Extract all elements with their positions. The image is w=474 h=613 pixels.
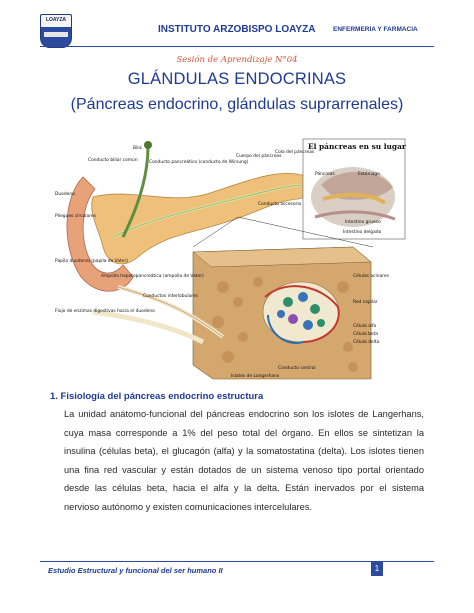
body-line: una fina red vascular y están dotados de un sistema venoso tipo portal orientado (64, 464, 424, 475)
label-circular-folds: Pliegues circulares (55, 214, 96, 219)
inset-label-small-intestine: Intestino delgado (343, 230, 382, 235)
section-body (64, 405, 424, 516)
body-line: desde las células beta, hacia el alfa y la delta. Están inervados por el sistema (64, 483, 424, 493)
label-interlobular-ducts: Conductos interlobulares (143, 294, 198, 299)
body-line: La unidad anátomo-funcional del páncreas endocrino son los islotes de Langerhans, (64, 409, 424, 419)
page-number: 1 (371, 562, 383, 576)
label-duodenal-papilla: Papila duodenal (papila de Vater) (55, 259, 128, 264)
label-islets: Islotes de Langerhans (231, 374, 280, 379)
body-line: nervioso autónomo y existen comunicaciones intercelulares. (64, 501, 313, 512)
pancreas-illustration (53, 137, 407, 382)
bile-circle (144, 141, 152, 149)
pancreas-svg (53, 137, 407, 382)
label-delta-cell: Célula delta (353, 340, 380, 345)
section-heading: 1. Fisiología del páncreas endocrino estructura (50, 391, 264, 402)
inset-label-stomach: Estómago (358, 172, 380, 177)
label-bile: Bilis (133, 146, 142, 151)
label-accessory-duct: Conducto accesorio (258, 202, 302, 207)
institute-logo (40, 14, 72, 48)
department-name: ENFERMERIA Y FARMACIA (333, 26, 418, 33)
body-line: insulina (células beta), el glucagón (alfa) y la somatostatina (delta). Los islotes tienen (64, 446, 424, 456)
inset-label-pancreas: Páncreas (315, 172, 335, 177)
label-capillary-net: Red capilar (353, 300, 378, 305)
inset-title: El páncreas en su lugar (308, 142, 406, 151)
label-pancreas-tail: Cola del páncreas (275, 150, 315, 155)
session-label: Sesión de Aprendizaje N°04 (176, 55, 298, 65)
header-rule (40, 46, 434, 47)
label-alpha-cell: Célula alfa (353, 324, 377, 329)
label-pancreatic-duct: Conducto pancreático (conducto de Wirsung) (149, 160, 249, 165)
body-line: cuya masa corresponde a 1% del peso total del órgano. En ellos se sintetizan la (64, 427, 424, 438)
page-subtitle: (Páncreas endocrino, glándulas suprarrenales) (70, 96, 404, 113)
label-central-duct: Conducto central (278, 366, 316, 371)
inset-label-large-intestine: Intestino grueso (345, 220, 381, 225)
label-acinar-cells: Células acinares (353, 274, 389, 279)
label-ampulla: Ampolla hepatopancreática (ampolla de Vater) (101, 274, 204, 279)
label-enzyme-flow: Flujo de enzimas digestivas hacia el duodeno (55, 309, 155, 314)
institution-name: INSTITUTO ARZOBISPO LOAYZA (158, 24, 316, 35)
page-title: GLÁNDULAS ENDOCRINAS (127, 70, 347, 88)
label-common-bile-duct: Conducto biliar común (88, 158, 138, 163)
label-pancreas-body: Cuerpo del páncreas (236, 154, 282, 159)
footer-course: Estudio Estructural y funcional del ser humano II (48, 566, 223, 575)
label-duodenum: Duodeno (55, 192, 75, 197)
label-beta-cell: Célula beta (353, 332, 378, 337)
logo-text: LOAYZA (45, 17, 67, 23)
logo-band (44, 32, 68, 37)
